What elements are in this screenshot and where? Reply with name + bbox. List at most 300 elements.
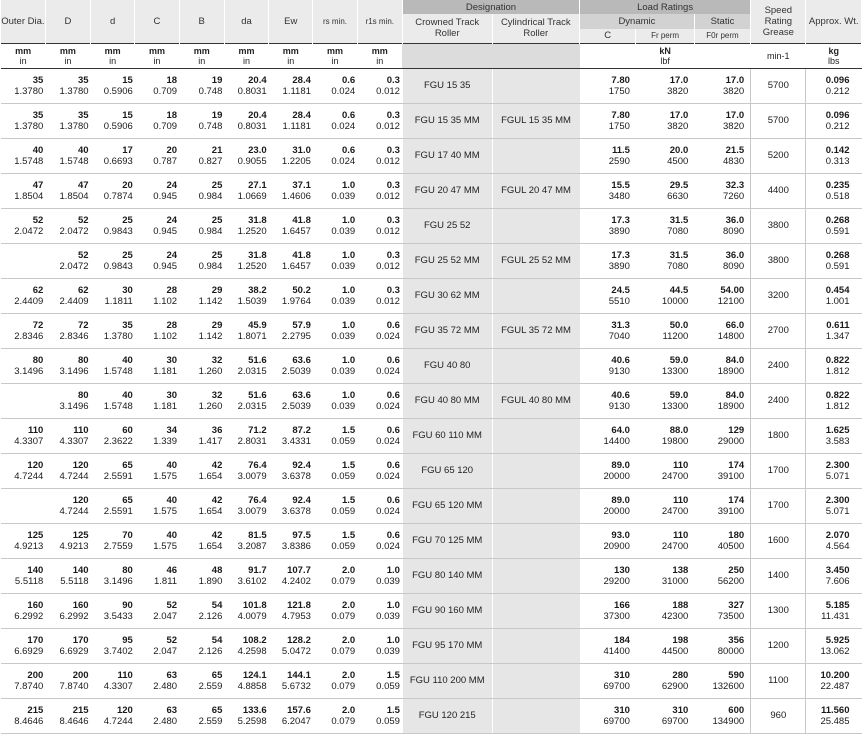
dimension-cell: 52 2.0472 [45, 208, 90, 243]
dimension-cell: 28.4 1.1181 [269, 68, 313, 103]
dimension-cell: 28 1.102 [135, 278, 179, 313]
dimension-cell: 200 7.8740 [1, 663, 45, 698]
dimension-cell: 1.5 0.059 [313, 418, 357, 453]
speed-rating-cell: 1700 [751, 453, 806, 488]
table-row [1, 488, 862, 523]
table-row [1, 138, 862, 173]
table-row [1, 173, 862, 208]
col-f0r-perm: F0r perm [694, 29, 750, 43]
dimension-cell: 0.6 0.024 [313, 68, 357, 103]
load-rating-cell: 84.0 18900 [694, 383, 750, 418]
dimension-cell: 0.6 0.024 [357, 348, 402, 383]
cylindrical-designation: FGUL 40 80 MM [492, 383, 580, 418]
crowned-designation: FGU 25 52 [402, 208, 492, 243]
dimension-cell: 25 0.984 [179, 173, 224, 208]
dimension-cell: 87.2 3.4331 [269, 418, 313, 453]
table-row [1, 103, 862, 138]
dimension-cell: 0.3 0.012 [357, 68, 402, 103]
dimension-cell: 15 0.5906 [91, 103, 135, 138]
speed-rating-cell: 1100 [751, 663, 806, 698]
group-dynamic: Dynamic [580, 14, 695, 29]
dimension-cell: 2.0 0.079 [313, 558, 357, 593]
dimension-cell: 0.6 0.024 [357, 523, 402, 558]
dimension-cell [1, 383, 45, 418]
dimension-cell: 36 1.417 [179, 418, 224, 453]
load-rating-cell: 11.5 2590 [580, 138, 636, 173]
dimension-cell: 40 1.575 [135, 488, 179, 523]
dimension-cell: 95 3.7402 [91, 628, 135, 663]
dimension-cell: 40 1.5748 [1, 138, 45, 173]
speed-rating-cell: 2400 [751, 348, 806, 383]
dimension-cell: 92.4 3.6378 [269, 488, 313, 523]
dimension-cell: 128.2 5.0472 [269, 628, 313, 663]
dimension-cell: 90 3.5433 [91, 593, 135, 628]
crowned-designation: FGU 30 62 MM [402, 278, 492, 313]
dimension-cell: 20 0.787 [135, 138, 179, 173]
dimension-cell: 35 1.3780 [45, 103, 90, 138]
dimension-cell: 120 4.7244 [45, 453, 90, 488]
crowned-designation: FGU 95 170 MM [402, 628, 492, 663]
load-rating-cell: 36.0 8090 [694, 243, 750, 278]
weight-cell: 5.185 11.431 [806, 593, 862, 628]
cylindrical-designation [492, 138, 580, 173]
dimension-cell: 20 0.7874 [91, 173, 135, 208]
load-rating-cell: 7.80 1750 [580, 68, 636, 103]
col-B: B [179, 0, 224, 43]
dimension-cell: 1.0 0.039 [313, 208, 357, 243]
cylindrical-designation: FGUL 35 72 MM [492, 313, 580, 348]
dimension-cell: 41.8 1.6457 [269, 208, 313, 243]
col-C: C [135, 0, 179, 43]
dimension-cell: 62 2.4409 [45, 278, 90, 313]
dimension-cell: 72 2.8346 [1, 313, 45, 348]
dimension-cell: 0.3 0.012 [357, 243, 402, 278]
cylindrical-designation [492, 68, 580, 103]
dimension-cell: 32 1.260 [179, 348, 224, 383]
dimension-cell: 18 0.709 [135, 103, 179, 138]
crowned-designation: FGU 15 35 [402, 68, 492, 103]
dimension-cell: 42 1.654 [179, 488, 224, 523]
dimension-cell: 0.3 0.012 [357, 208, 402, 243]
dimension-cell: 52 2.0472 [1, 208, 45, 243]
dimension-cell: 0.3 0.012 [357, 138, 402, 173]
speed-rating-cell: 2700 [751, 313, 806, 348]
load-rating-cell: 129 29000 [694, 418, 750, 453]
table-row [1, 663, 862, 698]
col-r1s-min: r1s min. [357, 0, 402, 43]
load-rating-cell: 198 44500 [636, 628, 694, 663]
load-rating-cell: 17.0 3820 [636, 103, 694, 138]
table-row [1, 698, 862, 733]
dimension-cell: 120 4.7244 [45, 488, 90, 523]
dimension-cell: 48 1.890 [179, 558, 224, 593]
crowned-designation: FGU 90 160 MM [402, 593, 492, 628]
dimension-cell: 160 6.2992 [45, 593, 90, 628]
weight-cell: 0.096 0.212 [806, 103, 862, 138]
dimension-cell: 50.2 1.9764 [269, 278, 313, 313]
dimension-cell: 0.6 0.024 [357, 488, 402, 523]
table-row [1, 628, 862, 663]
cylindrical-designation [492, 278, 580, 313]
dimension-cell: 144.1 5.6732 [269, 663, 313, 698]
col-fr-perm: Fr perm [636, 29, 694, 43]
load-rating-cell: 130 29200 [580, 558, 636, 593]
dimension-cell: 0.6 0.024 [357, 313, 402, 348]
weight-cell: 3.450 7.606 [806, 558, 862, 593]
crowned-designation: FGU 80 140 MM [402, 558, 492, 593]
dimension-cell: 29 1.142 [179, 313, 224, 348]
cylindrical-designation [492, 663, 580, 698]
col-crowned: Crowned Track Roller [402, 14, 492, 43]
crowned-designation: FGU 60 110 MM [402, 418, 492, 453]
dimension-cell: 140 5.5118 [45, 558, 90, 593]
crowned-designation: FGU 65 120 [402, 453, 492, 488]
dimension-cell: 1.0 0.039 [313, 173, 357, 208]
dimension-cell: 41.8 1.6457 [269, 243, 313, 278]
dimension-cell: 200 7.8740 [45, 663, 90, 698]
col-Ew: Ew [269, 0, 313, 43]
dimension-cell: 42 1.654 [179, 523, 224, 558]
table-row [1, 208, 862, 243]
col-D: D [45, 0, 90, 43]
speed-rating-cell: 3800 [751, 208, 806, 243]
dimension-cell: 0.6 0.024 [357, 383, 402, 418]
speed-rating-cell: 5700 [751, 103, 806, 138]
table-row [1, 383, 862, 418]
crowned-designation: FGU 35 72 MM [402, 313, 492, 348]
crowned-designation: FGU 40 80 [402, 348, 492, 383]
load-rating-cell: 44.5 10000 [636, 278, 694, 313]
dimension-cell: 0.6 0.024 [313, 103, 357, 138]
load-rating-cell: 110 24700 [636, 523, 694, 558]
dimension-cell: 0.3 0.012 [357, 103, 402, 138]
load-rating-cell: 40.6 9130 [580, 348, 636, 383]
load-rating-cell: 24.5 5510 [580, 278, 636, 313]
dimension-cell: 215 8.4646 [45, 698, 90, 733]
weight-cell: 2.300 5.071 [806, 453, 862, 488]
dimension-cell: 120 4.7244 [1, 453, 45, 488]
dimension-cell: 2.0 0.079 [313, 593, 357, 628]
speed-rating-cell: 1200 [751, 628, 806, 663]
dimension-cell: 1.5 0.059 [313, 488, 357, 523]
col-outer-dia: Outer Dia. [1, 0, 45, 43]
cylindrical-designation [492, 698, 580, 733]
load-rating-cell: 17.0 3820 [636, 68, 694, 103]
dimension-cell: 24 0.945 [135, 208, 179, 243]
dimension-cell: 51.6 2.0315 [224, 348, 268, 383]
dimension-cell: 0.6 0.024 [357, 453, 402, 488]
dimension-cell: 54 2.126 [179, 628, 224, 663]
dimension-cell: 54 2.126 [179, 593, 224, 628]
col-rs-min: rs min. [313, 0, 357, 43]
col-speed-rating: Speed Rating Grease [751, 0, 806, 43]
dimension-cell: 70 2.7559 [91, 523, 135, 558]
load-rating-cell: 21.5 4830 [694, 138, 750, 173]
load-rating-cell: 36.0 8090 [694, 208, 750, 243]
dimension-cell: 28.4 1.1181 [269, 103, 313, 138]
load-rating-cell: 356 80000 [694, 628, 750, 663]
col-da: da [224, 0, 268, 43]
table-row [1, 313, 862, 348]
col-d: d [91, 0, 135, 43]
table-row [1, 523, 862, 558]
dimension-cell: 65 2.559 [179, 663, 224, 698]
dimension-cell [1, 488, 45, 523]
dimension-cell: 1.5 0.059 [313, 453, 357, 488]
dimension-cell: 92.4 3.6378 [269, 453, 313, 488]
dimension-cell: 110 4.3307 [45, 418, 90, 453]
dimension-cell: 97.5 3.8386 [269, 523, 313, 558]
dimension-cell: 35 1.3780 [1, 68, 45, 103]
dimension-cell: 24 0.945 [135, 173, 179, 208]
dimension-cell: 80 3.1496 [45, 383, 90, 418]
load-rating-cell: 280 62900 [636, 663, 694, 698]
dimension-cell: 110 4.3307 [91, 663, 135, 698]
dimension-cell: 28 1.102 [135, 313, 179, 348]
group-static: Static [694, 14, 750, 29]
dimension-cell: 72 2.8346 [45, 313, 90, 348]
cylindrical-designation [492, 593, 580, 628]
units-row: mm in mm in mm in mm in mm in mm in mm in mm in mm in kN lbf min-1 kg lbs [1, 43, 862, 68]
weight-cell: 0.142 0.313 [806, 138, 862, 173]
load-rating-cell: 174 39100 [694, 488, 750, 523]
dimension-cell: 63.6 2.5039 [269, 348, 313, 383]
dimension-cell: 91.7 3.6102 [224, 558, 268, 593]
load-rating-cell: 180 40500 [694, 523, 750, 558]
load-rating-cell: 110 24700 [636, 453, 694, 488]
load-rating-cell: 17.0 3820 [694, 103, 750, 138]
dimension-cell: 65 2.559 [179, 698, 224, 733]
speed-rating-cell: 5700 [751, 68, 806, 103]
dimension-cell: 40 1.575 [135, 453, 179, 488]
dimension-cell: 19 0.748 [179, 103, 224, 138]
dimension-cell: 1.0 0.039 [357, 593, 402, 628]
dimension-cell: 30 1.181 [135, 348, 179, 383]
dimension-cell: 57.9 2.2795 [269, 313, 313, 348]
dimension-cell: 1.0 0.039 [313, 348, 357, 383]
col-approx-weight: Approx. Wt. [806, 0, 862, 43]
crowned-designation: FGU 110 200 MM [402, 663, 492, 698]
dimension-cell: 45.9 1.8071 [224, 313, 268, 348]
dimension-cell: 25 0.984 [179, 243, 224, 278]
dimension-cell: 215 8.4646 [1, 698, 45, 733]
dimension-cell: 125 4.9213 [45, 523, 90, 558]
dimension-cell: 71.2 2.8031 [224, 418, 268, 453]
dimension-cell: 160 6.2992 [1, 593, 45, 628]
dimension-cell: 25 0.9843 [91, 243, 135, 278]
dimension-cell: 0.6 0.024 [357, 418, 402, 453]
dimension-cell: 0.3 0.012 [357, 278, 402, 313]
dimension-cell: 32 1.260 [179, 383, 224, 418]
table-row [1, 418, 862, 453]
dimension-cell: 46 1.811 [135, 558, 179, 593]
dimension-cell: 30 1.181 [135, 383, 179, 418]
dimension-cell: 65 2.5591 [91, 488, 135, 523]
cylindrical-designation: FGUL 25 52 MM [492, 243, 580, 278]
dimension-cell: 25 0.984 [179, 208, 224, 243]
load-rating-cell: 110 24700 [636, 488, 694, 523]
weight-cell: 0.454 1.001 [806, 278, 862, 313]
load-rating-cell: 50.0 11200 [636, 313, 694, 348]
dimension-cell: 120 4.7244 [91, 698, 135, 733]
dimension-cell: 52 2.0472 [45, 243, 90, 278]
load-rating-cell: 59.0 13300 [636, 383, 694, 418]
speed-rating-cell: 1400 [751, 558, 806, 593]
table-row [1, 348, 862, 383]
load-rating-cell: 93.0 20900 [580, 523, 636, 558]
cylindrical-designation [492, 523, 580, 558]
speed-rating-cell: 3800 [751, 243, 806, 278]
dimension-cell: 1.0 0.039 [313, 383, 357, 418]
cylindrical-designation: FGUL 20 47 MM [492, 173, 580, 208]
dimension-cell: 1.0 0.039 [313, 313, 357, 348]
dimension-cell [1, 243, 45, 278]
dimension-cell: 63 2.480 [135, 698, 179, 733]
col-cylindrical: Cylindrical Track Roller [492, 14, 580, 43]
dimension-cell: 47 1.8504 [1, 173, 45, 208]
speed-rating-cell: 1300 [751, 593, 806, 628]
load-rating-cell: 66.0 14800 [694, 313, 750, 348]
dimension-cell: 27.1 1.0669 [224, 173, 268, 208]
dimension-cell: 37.1 1.4606 [269, 173, 313, 208]
dimension-cell: 31.8 1.2520 [224, 243, 268, 278]
weight-cell: 2.070 4.564 [806, 523, 862, 558]
dimension-cell: 63.6 2.5039 [269, 383, 313, 418]
dimension-cell: 101.8 4.0079 [224, 593, 268, 628]
load-rating-cell: 59.0 13300 [636, 348, 694, 383]
speed-rating-cell: 960 [751, 698, 806, 733]
crowned-designation: FGU 25 52 MM [402, 243, 492, 278]
load-rating-cell: 310 69700 [580, 663, 636, 698]
weight-cell: 1.625 3.583 [806, 418, 862, 453]
dimension-cell: 35 1.3780 [91, 313, 135, 348]
load-rating-cell: 84.0 18900 [694, 348, 750, 383]
dimension-cell: 18 0.709 [135, 68, 179, 103]
dimension-cell: 19 0.748 [179, 68, 224, 103]
dimension-cell: 2.0 0.079 [313, 663, 357, 698]
load-rating-cell: 600 134900 [694, 698, 750, 733]
load-rating-cell: 17.0 3820 [694, 68, 750, 103]
cylindrical-designation [492, 628, 580, 663]
weight-cell: 0.611 1.347 [806, 313, 862, 348]
load-rating-cell: 17.3 3890 [580, 208, 636, 243]
dimension-cell: 124.1 4.8858 [224, 663, 268, 698]
weight-cell: 11.560 25.485 [806, 698, 862, 733]
dimension-cell: 34 1.339 [135, 418, 179, 453]
load-rating-cell: 89.0 20000 [580, 488, 636, 523]
dimension-cell: 25 0.9843 [91, 208, 135, 243]
dimension-cell: 51.6 2.0315 [224, 383, 268, 418]
load-rating-cell: 590 132600 [694, 663, 750, 698]
dimension-cell: 1.5 0.059 [357, 663, 402, 698]
dimension-cell: 17 0.6693 [91, 138, 135, 173]
speed-rating-cell: 1600 [751, 523, 806, 558]
load-rating-cell: 174 39100 [694, 453, 750, 488]
dimension-cell: 170 6.6929 [45, 628, 90, 663]
load-rating-cell: 138 31000 [636, 558, 694, 593]
load-rating-cell: 29.5 6630 [636, 173, 694, 208]
speed-rating-cell: 2400 [751, 383, 806, 418]
load-rating-cell: 188 42300 [636, 593, 694, 628]
load-rating-cell: 17.3 3890 [580, 243, 636, 278]
dimension-cell: 140 5.5118 [1, 558, 45, 593]
dimension-cell: 62 2.4409 [1, 278, 45, 313]
dimension-cell: 121.8 4.7953 [269, 593, 313, 628]
weight-cell: 0.096 0.212 [806, 68, 862, 103]
cylindrical-designation [492, 453, 580, 488]
track-roller-table [1, 0, 862, 734]
dimension-cell: 81.5 3.2087 [224, 523, 268, 558]
dimension-cell: 80 3.1496 [45, 348, 90, 383]
crowned-designation: FGU 20 47 MM [402, 173, 492, 208]
dimension-cell: 38.2 1.5039 [224, 278, 268, 313]
dimension-cell: 157.6 6.2047 [269, 698, 313, 733]
dimension-cell: 76.4 3.0079 [224, 453, 268, 488]
dimension-cell: 1.0 0.039 [357, 628, 402, 663]
dimension-cell: 40 1.5748 [45, 138, 90, 173]
cylindrical-designation [492, 558, 580, 593]
table-row [1, 243, 862, 278]
load-rating-cell: 166 37300 [580, 593, 636, 628]
dimension-cell: 1.0 0.039 [357, 558, 402, 593]
cylindrical-designation [492, 208, 580, 243]
dimension-cell: 52 2.047 [135, 593, 179, 628]
dimension-cell: 47 1.8504 [45, 173, 90, 208]
dimension-cell: 42 1.654 [179, 453, 224, 488]
group-load-ratings: Load Ratings [580, 0, 751, 14]
dimension-cell: 31.0 1.2205 [269, 138, 313, 173]
dimension-cell: 65 2.5591 [91, 453, 135, 488]
dimension-cell: 20.4 0.8031 [224, 68, 268, 103]
dimension-cell: 2.0 0.079 [313, 628, 357, 663]
load-rating-cell: 32.3 7260 [694, 173, 750, 208]
table-row [1, 278, 862, 313]
dimension-cell: 35 1.3780 [1, 103, 45, 138]
load-rating-cell: 31.5 7080 [636, 243, 694, 278]
dimension-cell: 31.8 1.2520 [224, 208, 268, 243]
load-rating-cell: 31.3 7040 [580, 313, 636, 348]
speed-rating-cell: 1700 [751, 488, 806, 523]
weight-cell: 0.822 1.812 [806, 383, 862, 418]
table-row [1, 453, 862, 488]
load-rating-cell: 89.0 20000 [580, 453, 636, 488]
cylindrical-designation: FGUL 15 35 MM [492, 103, 580, 138]
speed-rating-cell: 1800 [751, 418, 806, 453]
dimension-cell: 125 4.9213 [1, 523, 45, 558]
weight-cell: 0.822 1.812 [806, 348, 862, 383]
dimension-cell: 23.0 0.9055 [224, 138, 268, 173]
weight-cell: 0.268 0.591 [806, 243, 862, 278]
table-row [1, 558, 862, 593]
dimension-cell: 80 3.1496 [1, 348, 45, 383]
load-rating-cell: 7.80 1750 [580, 103, 636, 138]
dimension-cell: 52 2.047 [135, 628, 179, 663]
crowned-designation: FGU 15 35 MM [402, 103, 492, 138]
load-rating-cell: 184 41400 [580, 628, 636, 663]
crowned-designation: FGU 70 125 MM [402, 523, 492, 558]
load-rating-cell: 250 56200 [694, 558, 750, 593]
speed-rating-cell: 4400 [751, 173, 806, 208]
cylindrical-designation [492, 488, 580, 523]
cylindrical-designation [492, 418, 580, 453]
dimension-cell: 1.5 0.059 [357, 698, 402, 733]
speed-rating-cell: 3200 [751, 278, 806, 313]
load-rating-cell: 327 73500 [694, 593, 750, 628]
group-designation: Designation [402, 0, 579, 14]
dimension-cell: 110 4.3307 [1, 418, 45, 453]
dimension-cell: 108.2 4.2598 [224, 628, 268, 663]
dimension-cell: 60 2.3622 [91, 418, 135, 453]
